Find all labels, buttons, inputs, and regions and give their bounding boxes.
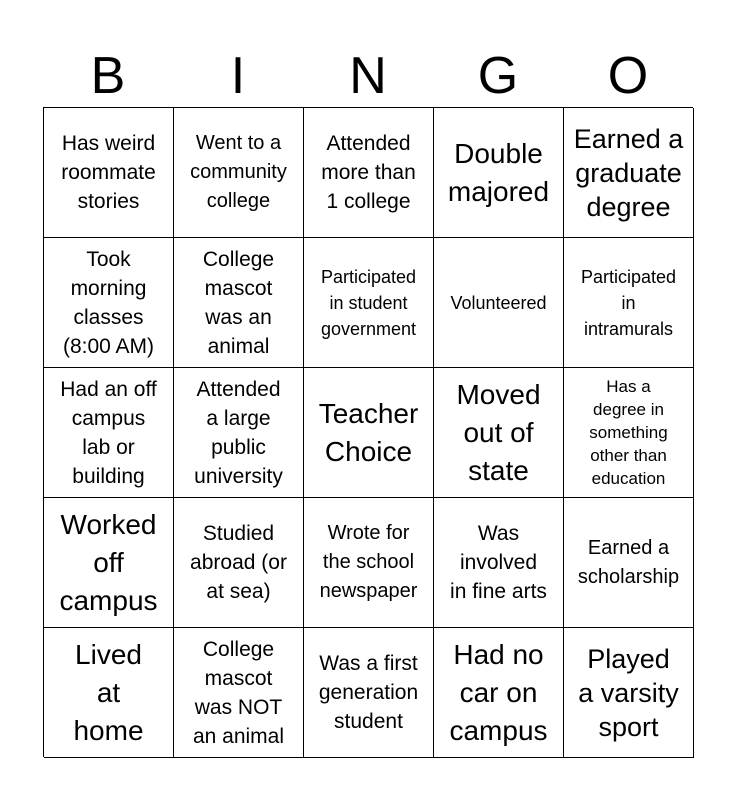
bingo-cell[interactable]	[174, 108, 304, 238]
bingo-cell-text: Attended a large public university	[194, 377, 283, 488]
bingo-cell-text: Participated in student government	[320, 266, 417, 339]
bingo-cell[interactable]	[564, 108, 694, 238]
bingo-cell[interactable]	[174, 498, 304, 628]
bingo-cell[interactable]	[44, 628, 174, 758]
bingo-cell-text: Teacher Choice	[318, 397, 419, 467]
bingo-grid	[43, 107, 693, 757]
bingo-header	[43, 44, 693, 108]
bingo-cell[interactable]	[434, 108, 564, 238]
bingo-cell-text: Earned a scholarship	[577, 536, 680, 588]
bingo-cell-text: Moved out of state	[456, 378, 541, 486]
bingo-cell-text: Took morning classes (8:00 AM)	[62, 247, 155, 358]
bingo-cell-text: Had no car on campus	[449, 638, 548, 746]
bingo-cell[interactable]	[564, 368, 694, 498]
bingo-cell[interactable]	[174, 238, 304, 368]
bingo-cell[interactable]	[44, 238, 174, 368]
bingo-cell-text: Worked off campus	[59, 508, 158, 616]
bingo-cell-text: Was a first generation student	[318, 652, 419, 733]
header-letter-n: N	[349, 47, 387, 105]
bingo-cell[interactable]	[44, 108, 174, 238]
bingo-cell-text: Volunteered	[450, 292, 547, 313]
bingo-cell-text: Double majored	[447, 137, 550, 207]
bingo-cell-text: College mascot was NOT an animal	[192, 637, 285, 748]
bingo-cell[interactable]	[304, 368, 434, 498]
bingo-cell[interactable]	[434, 498, 564, 628]
bingo-cell-text: Was involved in fine arts	[450, 522, 547, 603]
bingo-cell[interactable]	[304, 498, 434, 628]
bingo-cell[interactable]	[44, 498, 174, 628]
bingo-cell[interactable]	[304, 238, 434, 368]
bingo-cell-text: Attended more than 1 college	[321, 132, 416, 213]
bingo-cell[interactable]	[434, 238, 564, 368]
bingo-cell[interactable]	[174, 628, 304, 758]
bingo-cell[interactable]	[564, 628, 694, 758]
bingo-cell-text: Earned a graduate degree	[573, 123, 684, 222]
header-letter-i: I	[230, 47, 246, 105]
header-letter-g: G	[477, 47, 519, 105]
bingo-cell-text: Studied abroad (or at sea)	[190, 522, 287, 603]
bingo-cell-text: Participated in intramurals	[580, 266, 677, 339]
bingo-cell[interactable]	[304, 628, 434, 758]
bingo-cell-text: Wrote for the school newspaper	[319, 522, 418, 602]
bingo-cell[interactable]	[304, 108, 434, 238]
header-letter-o: O	[607, 47, 649, 105]
bingo-cell[interactable]	[434, 368, 564, 498]
bingo-cell-text: Went to a community college	[190, 132, 287, 212]
bingo-cell-text: College mascot was an animal	[202, 247, 275, 358]
bingo-cell-text: Has a degree in something other than education	[589, 377, 668, 488]
bingo-cell[interactable]	[564, 498, 694, 628]
bingo-cell-text: Had an off campus lab or building	[60, 377, 157, 488]
bingo-cell-text: Played a varsity sport	[578, 643, 679, 742]
bingo-cell[interactable]	[564, 238, 694, 368]
bingo-cell-text: Has weird roommate stories	[61, 132, 156, 213]
bingo-cell-text: Lived at home	[73, 638, 144, 746]
bingo-cell[interactable]	[174, 368, 304, 498]
bingo-cell[interactable]	[44, 368, 174, 498]
bingo-cell[interactable]	[434, 628, 564, 758]
header-letter-b: B	[90, 47, 126, 105]
